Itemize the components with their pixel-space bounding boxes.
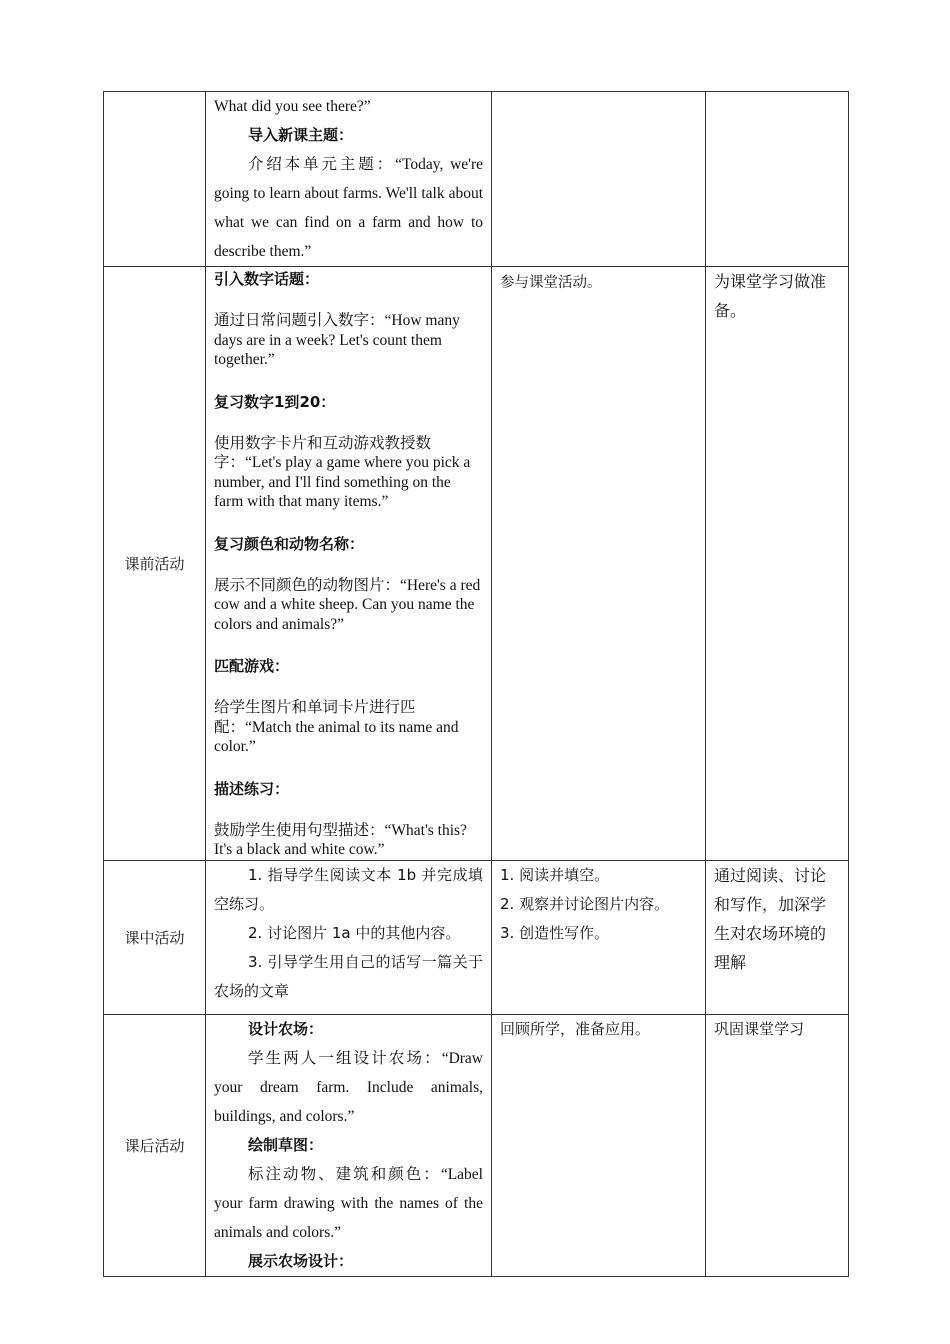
section-heading: 导入新课主题：	[248, 126, 354, 144]
content-text: 通过日常问题引入数字：“How many days are in a week? Let's count them together.”	[214, 312, 460, 368]
student-text: 回顾所学，准备应用。	[500, 1019, 651, 1038]
stage-cell	[104, 92, 206, 267]
section-heading: 绘制草图：	[248, 1135, 324, 1154]
student-cell	[492, 92, 706, 267]
section-heading: 展示农场设计：	[248, 1251, 354, 1270]
stage-cell: 课后活动	[104, 1014, 206, 1276]
content-text: 3. 引导学生用自己的话写一篇关于农场的文章	[214, 952, 483, 1000]
student-text: 3. 创造性写作。	[500, 923, 610, 942]
section-heading: 引入数字话题：	[214, 270, 320, 288]
table-row	[104, 267, 849, 861]
purpose-text: 为课堂学习做准备。	[714, 272, 827, 320]
table-row	[104, 92, 849, 267]
table-row	[104, 860, 849, 1014]
content-text: 2. 讨论图片 1a 中的其他内容。	[248, 923, 461, 942]
student-cell	[492, 1014, 706, 1276]
section-heading: 设计农场：	[248, 1019, 324, 1038]
student-text: 2. 观察并讨论图片内容。	[500, 894, 670, 913]
student-cell	[492, 860, 706, 1014]
content-cell	[206, 267, 492, 861]
table-row	[104, 1014, 849, 1276]
section-heading: 描述练习：	[214, 779, 290, 798]
student-text: 1. 阅读并填空。	[500, 865, 610, 884]
student-cell	[492, 267, 706, 861]
content-text: 鼓励学生使用句型描述：“What's this? It's a black and white cow.”	[214, 821, 467, 858]
content-cell	[206, 860, 492, 1014]
purpose-text: 通过阅读、讨论和写作，加深学生对农场环境的理解	[714, 865, 827, 972]
stage-cell: 课前活动	[104, 267, 206, 861]
purpose-cell	[706, 1014, 849, 1276]
content-text: 介绍本单元主题：“Today, we're going to learn about farms. We'll talk about what we can find on a farm and how to describe them.”	[214, 156, 483, 260]
content-text: 学生两人一组设计农场：“Draw your dream farm. Include animals, buildings, and colors.”	[214, 1049, 483, 1125]
student-text: 参与课堂活动。	[500, 275, 602, 291]
content-text: What did you see there?”	[214, 98, 371, 115]
content-cell	[206, 92, 492, 267]
content-text: 展示不同颜色的动物图片：“Here's a red cow and a white sheep. Can you name the colors and animals?”	[214, 576, 481, 633]
purpose-cell	[706, 860, 849, 1014]
purpose-cell	[706, 92, 849, 267]
lesson-plan-table	[103, 91, 849, 1277]
content-text: 标注动物、建筑和颜色：“Label your farm drawing with the names of the animals and colors.”	[214, 1165, 483, 1241]
purpose-cell	[706, 267, 849, 861]
content-text: 给学生图片和单词卡片进行匹配：“Match the animal to its name and color.”	[214, 699, 459, 755]
content-text: 使用数字卡片和互动游戏教授数字：“Let's play a game where you pick a number, and I'll find something on the farm with that many items.”	[214, 434, 471, 510]
section-heading: 复习颜色和动物名称：	[214, 534, 365, 553]
content-cell	[206, 1014, 492, 1276]
section-heading: 匹配游戏：	[214, 657, 290, 675]
section-heading: 复习数字1到20：	[214, 392, 336, 411]
stage-cell: 课中活动	[104, 860, 206, 1014]
content-text: 1. 指导学生阅读文本 1b 并完成填空练习。	[214, 865, 483, 913]
purpose-text: 巩固课堂学习	[714, 1019, 805, 1038]
